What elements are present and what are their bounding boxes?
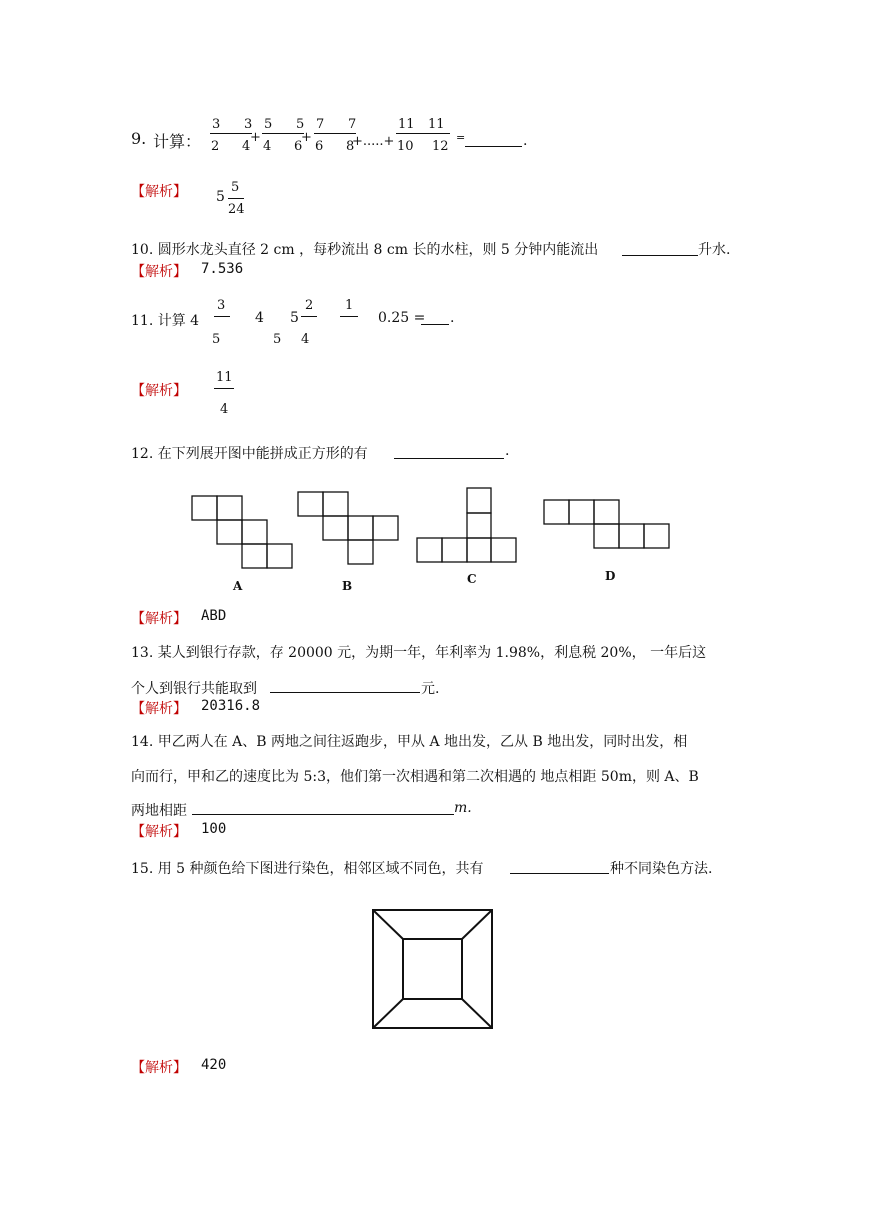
q14-answer-blank	[192, 814, 454, 815]
q15-answer: 420	[201, 1057, 227, 1073]
q9-num-6: 7	[348, 117, 357, 132]
q9-answer-blank	[465, 146, 522, 147]
net-a	[192, 496, 292, 568]
q11-den-1: 5	[212, 332, 221, 347]
q9-num-3: 5	[264, 117, 273, 132]
q9-jiexi-label: 【解析】	[131, 184, 187, 200]
q9-num-2: 3	[244, 117, 253, 132]
q14-answer: 100	[201, 821, 227, 837]
q11-num-2: 2	[305, 298, 314, 313]
q9-fraction-line-4	[396, 133, 450, 134]
q9-den-6: 8	[346, 139, 355, 154]
q9-den-8: 12	[432, 139, 449, 154]
q12-answer-blank	[394, 458, 504, 459]
q14-line-3: 两地相距	[131, 803, 187, 819]
q9-plus-2: +	[301, 130, 312, 145]
q15-text: 15. 用 5 种颜色给下图进行染色，相邻区域不同色，共有	[131, 861, 484, 877]
q9-num-8: 11	[428, 117, 445, 132]
q10-answer-blank	[622, 255, 698, 256]
q13-tail: 元.	[421, 681, 440, 697]
cube-nets-figure	[180, 480, 700, 600]
q11-den-3: 4	[301, 332, 310, 347]
q11-dot: .	[450, 310, 455, 326]
q11-prefix: 11. 计算 4	[131, 313, 200, 329]
q9-den-3: 4	[263, 139, 272, 154]
q15-tail: 种不同染色方法.	[610, 861, 713, 877]
q12-jiexi-label: 【解析】	[131, 611, 187, 627]
q9-den-1: 2	[211, 139, 220, 154]
q9-prefix: 计算：	[153, 132, 202, 151]
q9-fraction-line-1	[210, 133, 252, 134]
q11-answer-num: 11	[216, 370, 233, 385]
q9-fraction-line-3	[314, 133, 356, 134]
q9-den-7: 10	[397, 139, 414, 154]
q11-den-2: 5	[273, 332, 282, 347]
inner-square	[403, 939, 462, 999]
q9-den-2: 4	[242, 139, 251, 154]
q15-jiexi-label: 【解析】	[131, 1060, 187, 1076]
q9-num-5: 7	[316, 117, 325, 132]
net-d	[544, 500, 669, 548]
q11-num-3: 1	[345, 298, 354, 313]
q14-line-1: 14. 甲乙两人在 A、B 两地之间往返跑步，甲从 A 地出发，乙从 B 地出发，同时出发，相	[131, 734, 688, 750]
q11-answer-fraction-line	[214, 388, 234, 389]
q9-plus-1: +	[250, 130, 261, 145]
q9-plus-dots: +.....+	[352, 134, 395, 149]
q9-number: 9.	[131, 129, 147, 148]
q14-jiexi-label: 【解析】	[131, 824, 187, 840]
q11-fraction-line-2	[301, 316, 317, 317]
q11-tail: 0.25 =	[378, 310, 426, 326]
q10-tail: 升水.	[698, 242, 731, 258]
net-b	[298, 492, 398, 564]
q13-jiexi-label: 【解析】	[131, 701, 187, 717]
q11-fraction-line-3	[340, 316, 358, 317]
q9-equals: =	[456, 131, 466, 144]
q12-text: 12. 在下列展开图中能拼成正方形的有	[131, 446, 368, 462]
q9-num-4: 5	[296, 117, 305, 132]
q14-tail: m.	[454, 800, 472, 816]
q12-answer: ABD	[201, 608, 227, 624]
q15-answer-blank	[510, 873, 609, 874]
q11-answer-blank	[421, 324, 449, 325]
q9-answer-num: 5	[231, 180, 240, 195]
q9-den-4: 6	[294, 139, 303, 154]
q12-dot: .	[505, 443, 510, 459]
q13-line-1: 13. 某人到银行存款，存 20000 元，为期一年，年利率为 1.98%，利息税 20%， 一年后这	[131, 645, 707, 661]
q10-answer: 7.536	[201, 261, 244, 277]
q11-mid-1: 4	[255, 310, 264, 326]
net-label-d: D	[605, 569, 616, 583]
net-label-a: A	[233, 579, 243, 593]
q11-fraction-line-1	[214, 316, 230, 317]
q11-mid-2: 5	[290, 310, 299, 326]
q9-answer-whole: 5	[216, 189, 225, 205]
net-label-b: B	[342, 579, 353, 593]
q13-line-2: 个人到银行共能取到	[131, 681, 257, 697]
coloring-square-figure	[370, 907, 496, 1031]
q13-answer-blank	[270, 692, 420, 693]
net-label-c: C	[467, 572, 477, 586]
q9-answer-den: 24	[228, 202, 245, 217]
q9-answer-fraction-line	[228, 198, 244, 199]
q13-answer: 20316.8	[201, 698, 261, 714]
q9-den-5: 6	[315, 139, 324, 154]
q9-num-7: 11	[398, 117, 415, 132]
q14-line-2: 向而行，甲和乙的速度比为 5:3，他们第一次相遇和第二次相遇的 地点相距 50m，则 A、B	[131, 769, 699, 785]
q9-num-1: 3	[212, 117, 221, 132]
q10-jiexi-label: 【解析】	[131, 264, 187, 280]
q9-tail: .	[523, 133, 528, 149]
q9-fraction-line-2	[262, 133, 304, 134]
net-c	[417, 488, 516, 562]
q10-text: 10. 圆形水龙头直径 2 cm ，每秒流出 8 cm 长的水柱，则 5 分钟内能流出	[131, 242, 599, 258]
q11-answer-den: 4	[220, 402, 229, 417]
q11-num-1: 3	[217, 298, 226, 313]
q11-jiexi-label: 【解析】	[131, 383, 187, 399]
